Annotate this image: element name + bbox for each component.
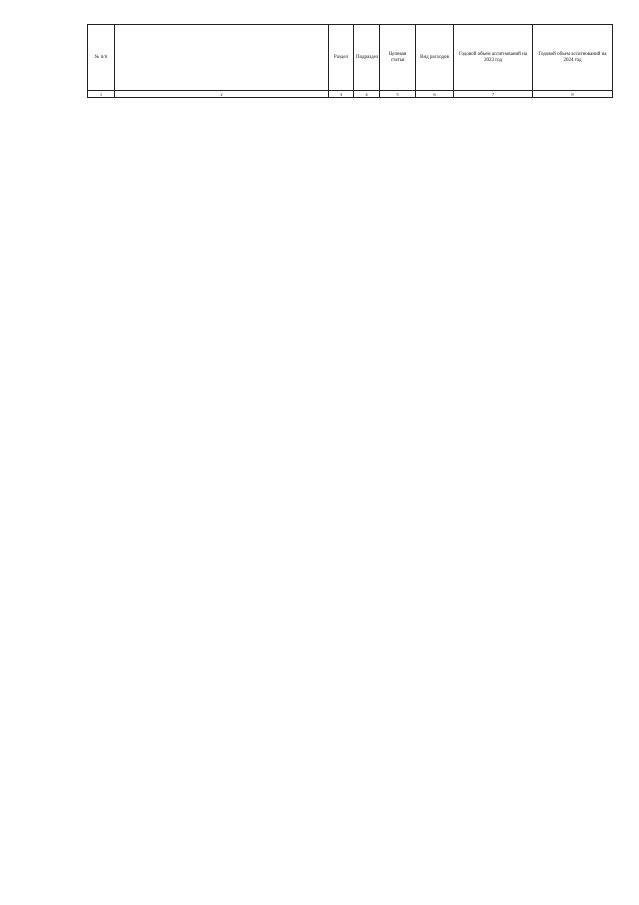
header-section: Раздел — [329, 25, 354, 91]
column-number: 8 — [533, 91, 613, 98]
header-amount-2023: Годовой объем ассигнований на 2023 год — [454, 25, 533, 91]
header-target-article: Целевая статья — [380, 25, 416, 91]
column-number: 3 — [329, 91, 354, 98]
column-number: 5 — [380, 91, 416, 98]
column-number: 1 — [88, 91, 115, 98]
column-number: 4 — [354, 91, 380, 98]
header-expense-type: Вид расходов — [416, 25, 454, 91]
header-amount-2024: Годовой объем ассигнований на 2024 год — [533, 25, 613, 91]
table-body — [88, 98, 613, 844]
budget-table — [87, 24, 613, 844]
column-number: 7 — [454, 91, 533, 98]
header-num: № п/п — [88, 25, 115, 91]
column-number-row — [88, 91, 613, 98]
header-subsection: Подраздел — [354, 25, 380, 91]
column-number: 2 — [115, 91, 329, 98]
table-header-row — [88, 25, 613, 91]
column-number: 6 — [416, 91, 454, 98]
header-name — [115, 25, 329, 91]
